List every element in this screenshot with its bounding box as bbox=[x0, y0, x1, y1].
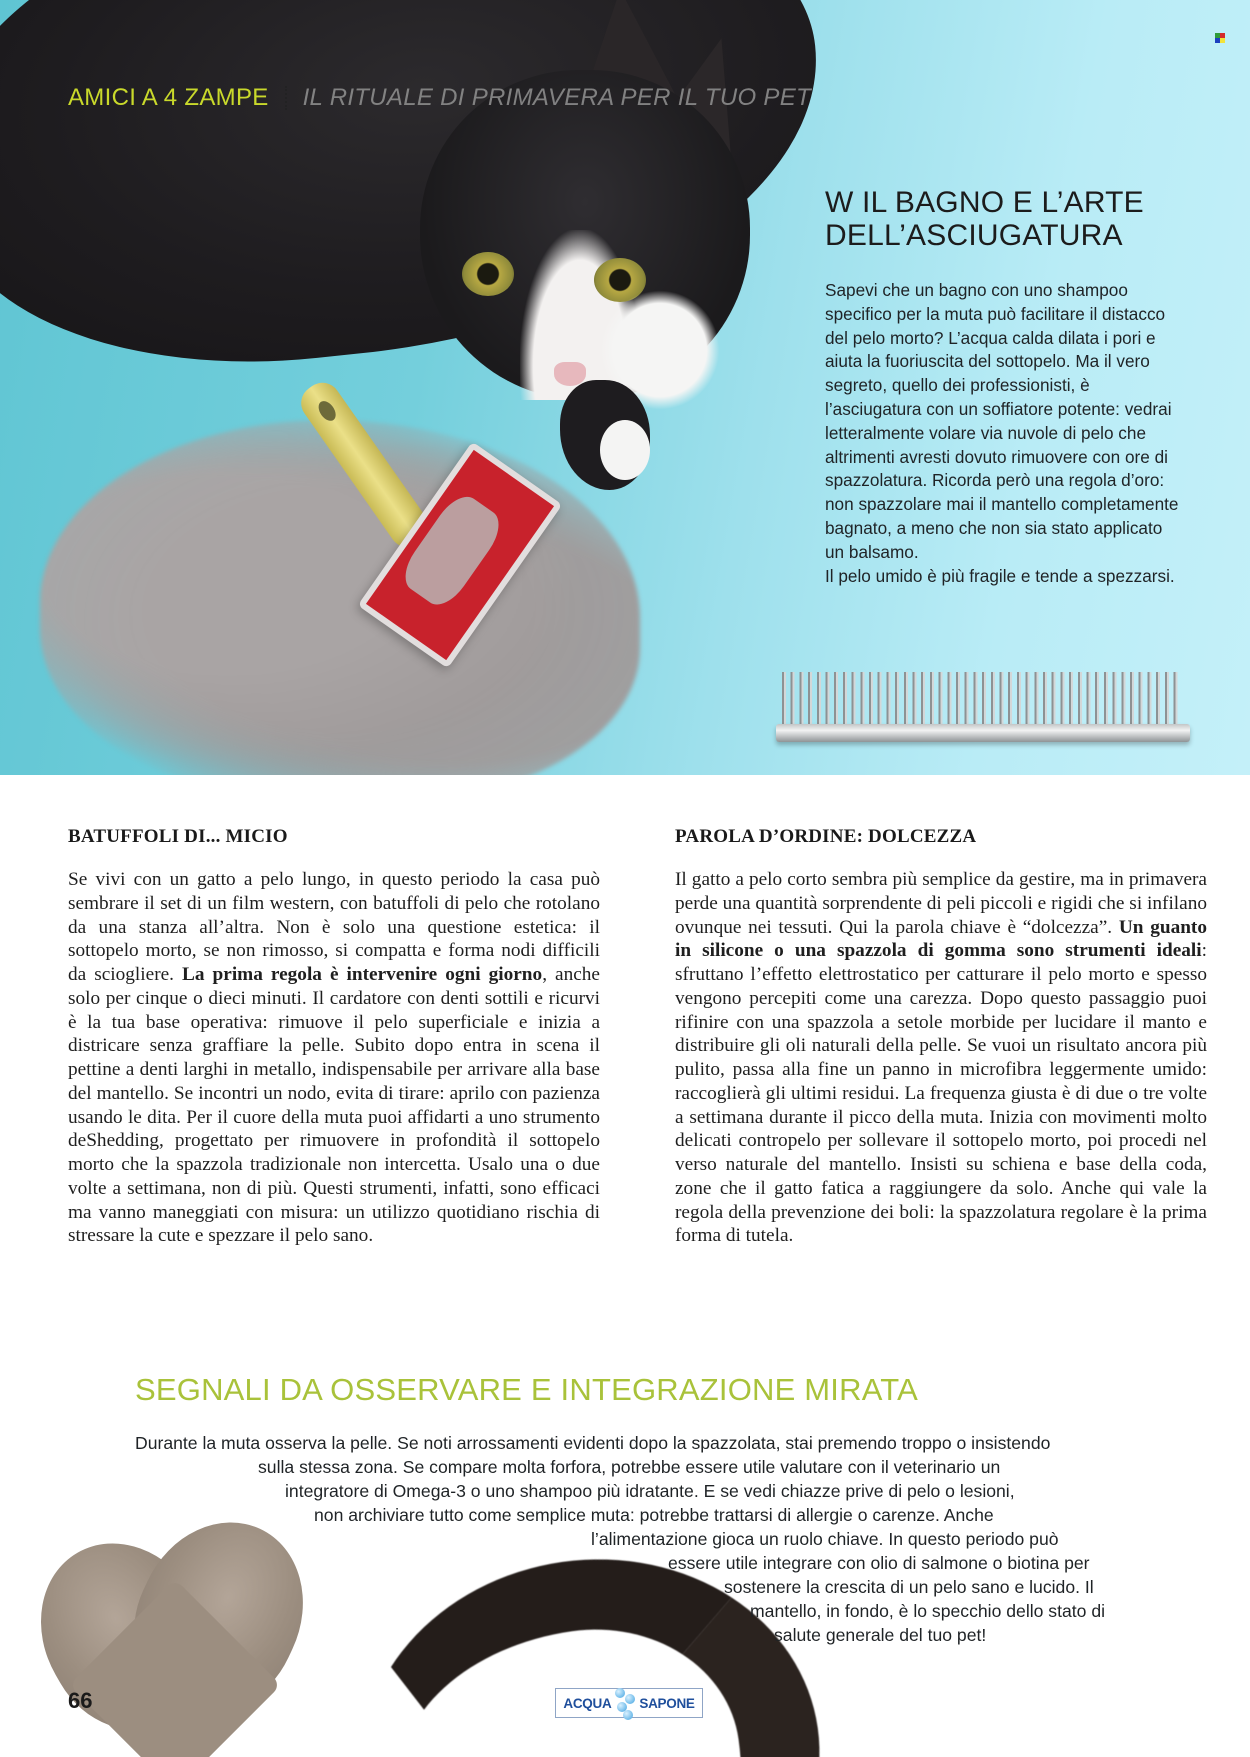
signals-line: essere utile integrare con olio di salmone o biotina per bbox=[668, 1553, 1090, 1573]
bold-highlight: La prima regola è intervenire ogni giorno bbox=[182, 964, 543, 985]
article-title: IL RITUALE DI PRIMAVERA PER IL TUO PET bbox=[302, 84, 811, 111]
column-heading-left: BATUFFOLI DI... MICIO bbox=[68, 826, 288, 847]
cat-eye-left bbox=[462, 252, 514, 296]
sidebar-heading bbox=[825, 186, 1225, 252]
sidebar-text bbox=[825, 279, 1185, 588]
sidebar-paragraph: Sapevi che un bagno con uno shampoo specifico per la muta può facilitare il distacco del pelo morto? L’acqua calda dilata i pori e aiuta la fuoriuscita del sottopelo. Ma il vero segreto, quello dei professionisti, è l’asciugatura con un soffiatore potente: vedrai letteralmente volare via nuvole di pelo che altrimenti avresti dovuto rimuovere con ore di spazzolatura. Ricorda però una regola d’oro: non spazzolare mai il mantello completamente bagnato, a meno che non sia stato applicato un balsamo. bbox=[825, 280, 1179, 562]
cat-paw bbox=[600, 420, 650, 480]
text-run: Il gatto a pelo corto sembra più semplice da gestire, ma in primavera perde una quantità sorprendente di peli piccoli e rigidi che si infilano ovunque nei tessuti. Qui la parola chiave è “dolcezza”. bbox=[675, 869, 1207, 938]
text-run: Se vivi con un gatto a pelo lungo, in questo periodo la casa può sembrare il set di un film western, con batuffoli di pelo che rotolano da una stanza all’altra. Non è solo una questione estetica: il sottopelo morto, se non rimosso, si compatta e forma nodi difficili da sciogliere. bbox=[68, 869, 600, 985]
brand-logo bbox=[555, 1688, 703, 1718]
signals-line: sulla stessa zona. Se compare molta forfora, potrebbe essere utile valutare con il veterinario un bbox=[258, 1457, 1001, 1477]
sidebar-heading-line2: DELL’ASCIUGATURA bbox=[825, 219, 1123, 252]
text-run: : sfruttano l’effetto elettrostatico per catturare il pelo morto e spesso vengono percepiti come una carezza. Dopo questo passaggio puoi rifinire con una spazzola a setole morbide per lucidare il manto e distribuire gli oli naturali della pelle. Se vuoi un risultato ancora più pulito, passa alla fine un panno in microfibra leggermente umido: raccoglierà gli ultimi residui. La frequenza giusta è di due o tre volte a settimana durante il picco della muta. Inizia con movimenti molto delicati contropelo per sollevare il sottopelo morto, poi procedi nel verso naturale del mantello. Insisti su schiena e base della coda, zone che il gatto fatica a raggiungere da solo. Anche qui vale la regola della prevenzione dei boli: la spazzolatura regolare è la prima forma di tutela. bbox=[675, 940, 1207, 1247]
comb-spine bbox=[776, 724, 1190, 742]
column-text-right bbox=[675, 868, 1207, 1248]
header-divider bbox=[285, 86, 287, 110]
column-heading-right: PAROLA D’ORDINE: DOLCEZZA bbox=[675, 826, 977, 847]
sidebar-paragraph-end: Il pelo umido è più fragile e tende a spezzarsi. bbox=[825, 565, 1175, 586]
signals-line: non archiviare tutto come semplice muta: potrebbe trattarsi di allergie o carenze. Anche bbox=[314, 1505, 994, 1525]
page-header bbox=[68, 84, 811, 112]
bold-highlight: Un guanto in silicone o una spazzola di gomma sono strumenti ideali bbox=[675, 916, 1207, 962]
logo-text-right: SAPONE bbox=[639, 1695, 695, 1711]
section-heading-signals: SEGNALI DA OSSERVARE E INTEGRAZIONE MIRATA bbox=[135, 1372, 918, 1407]
sidebar-heading-line1: W IL BAGNO E L’ARTE bbox=[825, 186, 1144, 219]
fur-pile-illustration bbox=[40, 420, 640, 775]
signals-line: mantello, in fondo, è lo specchio dello stato di bbox=[750, 1601, 1106, 1621]
column-text-left bbox=[68, 868, 600, 1248]
color-mark-yellow bbox=[1220, 38, 1225, 43]
logo-text-left: ACQUA bbox=[563, 1695, 612, 1711]
article-column-left bbox=[68, 826, 600, 1248]
metal-comb-illustration bbox=[776, 672, 1190, 744]
article-column-right bbox=[675, 826, 1207, 1248]
signals-line: l’alimentazione gioca un ruolo chiave. In questo periodo può bbox=[591, 1529, 1059, 1549]
signals-line: Durante la muta osserva la pelle. Se noti arrossamenti evidenti dopo la spazzolata, stai premendo troppo o insistendo bbox=[135, 1433, 1051, 1453]
signals-line: salute generale del tuo pet! bbox=[774, 1625, 987, 1645]
color-mark-icon bbox=[1215, 33, 1225, 43]
text-run: , anche solo per cinque o dieci minuti. Il cardatore con denti sottili e ricurvi è la tua base operativa: rimuove il pelo superficiale e inizia a districare senza graffiare la pelle. Subito dopo entra in scena il pettine a denti larghi in metallo, indispensabile per arrivare alla base del mantello. Se incontri un nodo, evita di tirare: aprilo con pazienza usando le dita. Per il cuore della muta puoi affidarti a uno strumento deShedding, progettato per rimuovere in profondità il sottopelo morto che la spazzola tradizionale non intercetta. Usalo una o due volte a settimana, non di più. Questi strumenti, infatti, sono efficaci ma vanno maneggiati con misura: un utilizzo quotidiano rischia di stressare la cute e spezzare il pelo sano. bbox=[68, 964, 600, 1247]
page-number: 66 bbox=[68, 1688, 93, 1713]
bubbles-icon bbox=[613, 1686, 637, 1720]
signals-line: integratore di Omega-3 o uno shampoo più idratante. E se vedi chiazze prive di pelo o lesioni, bbox=[285, 1481, 1015, 1501]
section-label: AMICI A 4 ZAMPE bbox=[68, 84, 269, 111]
signals-line: sostenere la crescita di un pelo sano e lucido. Il bbox=[724, 1577, 1094, 1597]
comb-teeth bbox=[782, 672, 1182, 730]
